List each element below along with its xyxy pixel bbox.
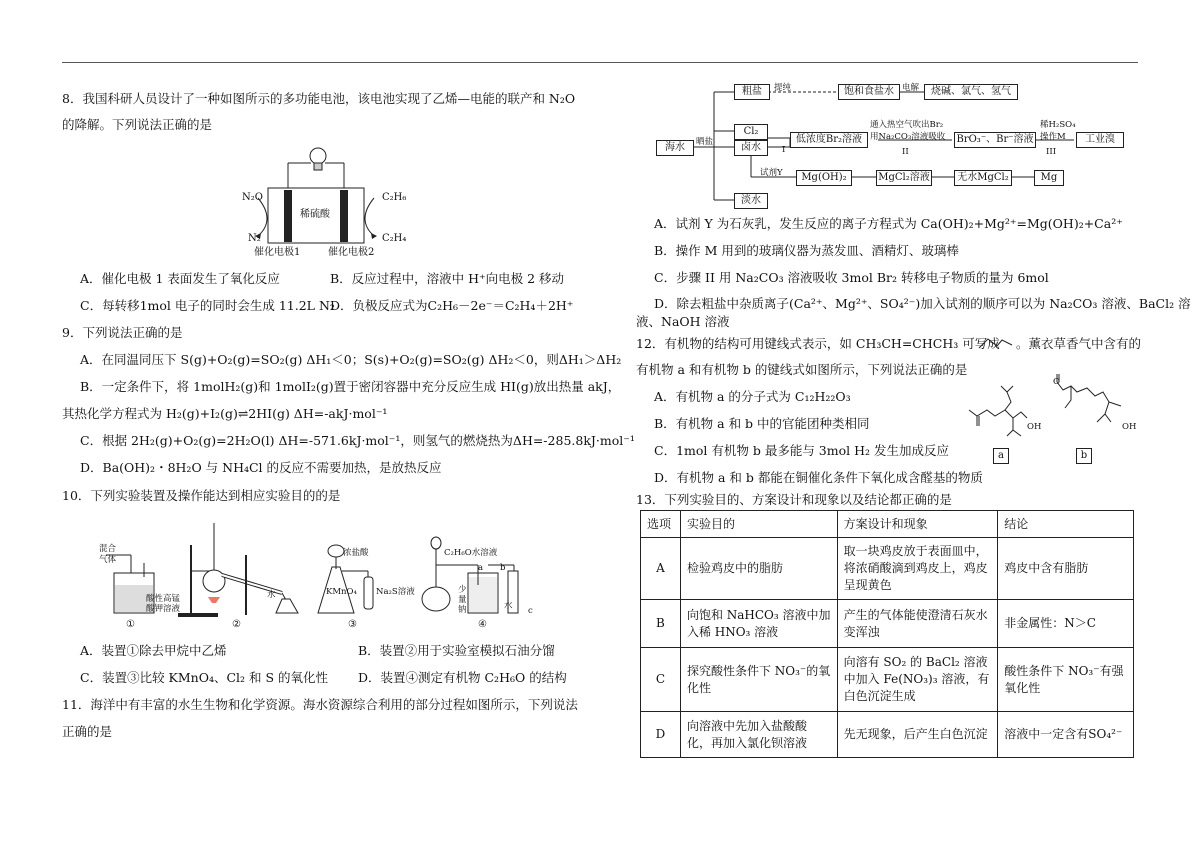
n2o-label: N₂O [242, 192, 263, 203]
electrode-2 [340, 190, 348, 242]
tube-a-label: a [478, 563, 484, 573]
row-option: C [641, 648, 681, 712]
q12-option-a: A．有机物 a 的分子式为 C₁₂H₂₂O₃ [654, 389, 851, 404]
row-conclusion: 溶液中一定含有SO₄²⁻ [998, 712, 1134, 758]
row-goal: 向饱和 NaHCO₃ 溶液中加入稀 HNO₃ 溶液 [680, 600, 837, 648]
q9-option-a: A．在同温同压下 S(g)+O₂(g)=SO₂(g) ΔH₁＜0；S(s)+O₂(g)=SO₂(g) ΔH₂＜0，则ΔH₁＞ΔH₂ [80, 352, 622, 367]
header-goal: 实验目的 [680, 511, 837, 538]
q11-option-d-line2: 液、NaOH 溶液 [636, 314, 730, 329]
header-plan: 方案设计和现象 [837, 511, 998, 538]
molecule-b-label: b [1076, 448, 1092, 464]
electrolysis-label: 电解 [902, 83, 920, 93]
q11-option-d-line1: D．除去粗盐中杂质离子(Ca²⁺、Mg²⁺、SO₄²⁻)加入试剂的顺序可以为 Na₂CO₃ 溶液、BaCl₂ 溶 [654, 296, 1191, 311]
mixed-gas-label-2: 气体 [99, 555, 117, 565]
seawater-box: 海水 [656, 140, 694, 156]
mgoh2-box: Mg(OH)₂ [796, 170, 852, 186]
row-conclusion: 鸡皮中含有脂肪 [998, 538, 1134, 600]
row-option: A [641, 538, 681, 600]
experiment-table [640, 510, 1134, 758]
row-conclusion: 酸性条件下 NO₃⁻有强氧化性 [998, 648, 1134, 712]
kmno4-label: KMnO₄ [326, 587, 357, 597]
mixed-gas-label-1: 混合 [99, 544, 117, 554]
q8-stem-line2: 的降解。下列说法正确的是 [62, 117, 213, 132]
absorb-label: 用Na₂CO₃溶液吸收 [870, 132, 946, 142]
molecule-a-label: a [993, 448, 1009, 464]
q11-option-a: A．试剂 Y 为石灰乳，发生反应的离子方程式为 Ca(OH)₂+Mg²⁺=Mg(OH)₂+Ca²⁺ [654, 216, 1123, 231]
q10-option-c: C．装置③比较 KMnO₄、Cl₂ 和 S 的氧化性 [80, 670, 329, 685]
table-header-row [641, 511, 1134, 538]
kmno4-solution-label-1: 酸性高锰 [146, 594, 181, 604]
header-option: 选项 [641, 511, 681, 538]
molecule-a-oh: OH [1027, 422, 1042, 432]
q10-option-b: B．装置②用于实验室模拟石油分馏 [358, 643, 555, 658]
row-goal: 探究酸性条件下 NO₃⁻的氧化性 [680, 648, 837, 712]
kmno4-solution-label-2: 酸钾溶液 [146, 604, 181, 614]
water-label-2: 水 [267, 590, 276, 600]
q12-stem-line2: 有机物 a 和有机物 b 的键线式如图所示，下列说法正确的是 [636, 362, 968, 377]
q11-stem-line1: 11．海洋中有丰富的水生生物和化学资源。海水资源综合利用的部分过程如图所示，下列说法 [62, 697, 578, 712]
step-ii-label: II [902, 147, 909, 157]
apparatus-1-number: ① [126, 619, 135, 630]
step-i-label: I [782, 145, 786, 155]
table-row [641, 648, 1134, 712]
crude-salt-box: 粗盐 [734, 84, 770, 100]
q8-option-d: D．负极反应式为C₂H₆－2e⁻＝C₂H₄＋2H⁺ [330, 298, 574, 313]
low-br2-box: 低浓度Br₂溶液 [790, 132, 868, 148]
water-label-4: 水 [504, 601, 513, 611]
chlorine-box: Cl₂ [734, 124, 768, 140]
q13-stem: 13．下列实验目的、方案设计和现象以及结论都正确的是 [636, 492, 952, 507]
conc-hcl-label: 浓盐酸 [343, 548, 369, 558]
industrial-bromine-box: 工业溴 [1076, 132, 1124, 148]
q10-stem: 10．下列实验装置及操作能达到相应实验目的的是 [62, 488, 341, 503]
q12-stem-line1a: 12．有机物的结构可用键线式表示，如 CH₃CH=CHCH₃ 可写成 [636, 336, 1000, 351]
electrode-2-label: 催化电极2 [328, 247, 375, 258]
na2s-label: Na₂S溶液 [376, 587, 415, 597]
q8-stem-line1: 8．我国科研人员设计了一种如图所示的多功能电池，该电池实现了乙烯—电能的联产和 N₂O [62, 91, 576, 106]
sodium-label-1: 少 [458, 585, 467, 595]
products-box: 烧碱、氯气、氢气 [924, 84, 1018, 100]
magnesium-box: Mg [1034, 170, 1064, 186]
q8-option-c: C．每转移1mol 电子的同时会生成 11.2L N₂ [80, 298, 335, 313]
row-plan: 取一块鸡皮放于表面皿中，将浓硝酸滴到鸡皮上，鸡皮呈现黄色 [837, 538, 998, 600]
row-option: D [641, 712, 681, 758]
q10-option-a: A．装置①除去甲烷中乙烯 [80, 643, 227, 658]
c2h4-label: C₂H₄ [382, 233, 407, 244]
q8-option-a: A．催化电极 1 表面发生了氧化反应 [80, 271, 280, 286]
q9-stem: 9．下列说法正确的是 [62, 325, 183, 340]
purify-label: 提纯 [774, 83, 792, 93]
apparatus-3-number: ③ [348, 619, 357, 630]
c2h6-label: C₂H₆ [382, 192, 407, 203]
q11-stem-line2: 正确的是 [62, 724, 113, 739]
q10-option-d: D．装置④测定有机物 C₂H₆O 的结构 [358, 670, 567, 685]
row-goal: 向溶液中先加入盐酸酸化，再加入氯化钡溶液 [680, 712, 837, 758]
q9-option-b-line2: 其热化学方程式为 H₂(g)+I₂(g)⇌2HI(g) ΔH=-akJ·mol⁻¹ [62, 406, 388, 421]
molecule-b-oxygen: O [1053, 377, 1060, 387]
acid-label: 稀硫酸 [300, 209, 330, 220]
n2-label: N₂ [248, 233, 261, 244]
saturated-brine-box: 饱和食盐水 [838, 84, 900, 100]
table-row [641, 600, 1134, 648]
row-plan: 产生的气体能使澄清石灰水变浑浊 [837, 600, 998, 648]
row-plan: 先无现象，后产生白色沉淀 [837, 712, 998, 758]
bittern-box: 卤水 [734, 140, 768, 156]
q11-option-c: C．步骤 II 用 Na₂CO₃ 溶液吸收 3mol Br₂ 转移电子物质的量为 6mol [654, 270, 1049, 285]
apparatus-2-number: ② [232, 619, 241, 630]
step-iii-label: III [1046, 147, 1057, 157]
butene-skeletal [978, 336, 1014, 350]
reagent-y-label: 试剂Y [760, 168, 783, 178]
header-rule [62, 62, 1138, 63]
molecule-b-oh: OH [1122, 422, 1137, 432]
dilute-h2so4-label: 稀H₂SO₄ [1040, 120, 1076, 130]
q8-option-b: B．反应过程中，溶液中 H⁺向电极 2 移动 [330, 271, 565, 286]
bromate-box: BrO₃⁻、Br⁻溶液 [954, 132, 1036, 148]
operation-m-label: 操作M [1040, 132, 1066, 142]
q9-option-b-line1: B．一定条件下，将 1molH₂(g)和 1molI₂(g)置于密闭容器中充分反应生成 HI(g)放出热量 akJ， [80, 379, 621, 394]
electrode-1-label: 催化电极1 [254, 247, 301, 258]
q12-option-c: C．1mol 有机物 b 最多能与 3mol H₂ 发生加成反应 [654, 443, 949, 458]
evaporate-label: 晒盐 [696, 137, 714, 147]
blow-out-label: 通入热空气吹出Br₂ [870, 120, 944, 130]
header-conclusion: 结论 [998, 511, 1134, 538]
ethanol-solution-label: C₂H₆O水溶液 [444, 548, 498, 558]
row-option: B [641, 600, 681, 648]
tube-c-label: c [528, 606, 533, 616]
sodium-label-2: 量 [458, 595, 467, 605]
electrode-1 [284, 190, 292, 242]
q12-option-b: B．有机物 a 和 b 中的官能团种类相同 [654, 416, 870, 431]
q11-option-b: B．操作 M 用到的玻璃仪器为蒸发皿、酒精灯、玻璃棒 [654, 243, 959, 258]
q9-option-d: D．Ba(OH)₂・8H₂O 与 NH₄Cl 的反应不需要加热，是放热反应 [80, 460, 442, 475]
q9-option-c: C．根据 2H₂(g)+O₂(g)=2H₂O(l) ΔH=-571.6kJ·mol⁻¹，则氢气的燃烧热为ΔH=-285.8kJ·mol⁻¹ [80, 433, 635, 448]
row-plan: 向溶有 SO₂ 的 BaCl₂ 溶液中加入 Fe(NO₃)₃ 溶液，有白色沉淀生成 [837, 648, 998, 712]
fresh-water-box: 淡水 [734, 193, 768, 209]
table-row [641, 712, 1134, 758]
row-goal: 检验鸡皮中的脂肪 [680, 538, 837, 600]
anhydrous-mgcl2-box: 无水MgCl₂ [954, 170, 1012, 186]
tube-b-label: b [500, 563, 506, 573]
mgcl2-solution-box: MgCl₂溶液 [876, 170, 932, 186]
sodium-label-3: 钠 [458, 605, 467, 615]
row-conclusion: 非金属性：N＞C [998, 600, 1134, 648]
table-row [641, 538, 1134, 600]
apparatus-4-number: ④ [478, 619, 487, 630]
q12-option-d: D．有机物 a 和 b 都能在铜催化条件下氧化成含醛基的物质 [654, 470, 983, 485]
q12-stem-line1b: 。薰衣草香气中含有的 [1016, 336, 1142, 351]
lightbulb-icon [310, 148, 326, 164]
